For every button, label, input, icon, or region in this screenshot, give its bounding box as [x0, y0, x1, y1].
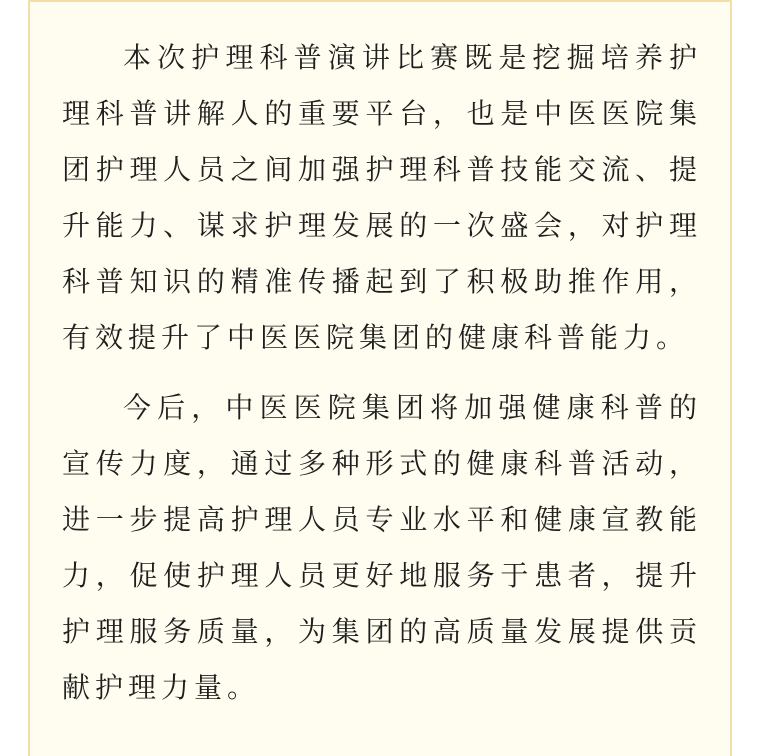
article-body: [62, 30, 702, 730]
article-frame: [28, 0, 732, 756]
paragraph-1: 本次护理科普演讲比赛既是挖掘培养护理科普讲解人的重要平台，也是中医医院集团护理人员之间加强护理科普技能交流、提升能力、谋求护理发展的一次盛会，对护理科普知识的精准传播起到了积极助推作用，有效提升了中医医院集团的健康科普能力。: [62, 41, 702, 354]
paragraph-2: 今后，中医医院集团将加强健康科普的宣传力度，通过多种形式的健康科普活动，进一步提高护理人员专业水平和健康宣教能力，促使护理人员更好地服务于患者，提升护理服务质量，为集团的高质量发展提供贡献护理力量。: [62, 391, 702, 704]
